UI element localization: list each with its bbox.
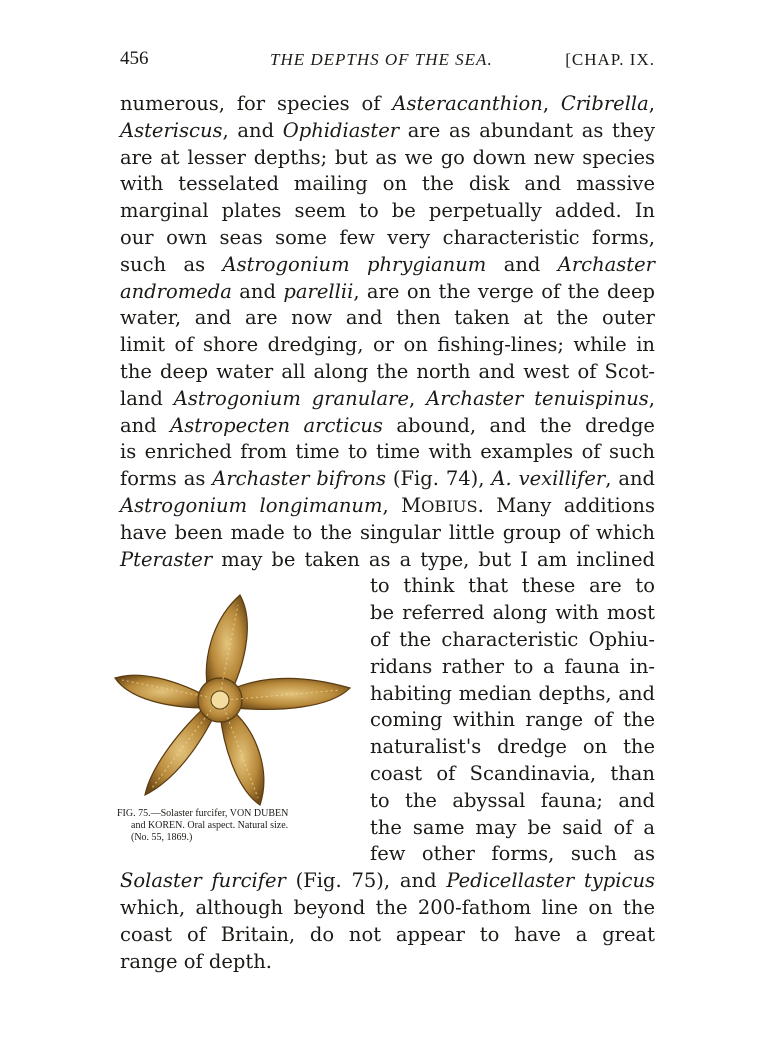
text-line: the same may be said of a	[370, 815, 655, 839]
running-header	[120, 48, 655, 74]
text-line: with tesselated mailing on the disk and massive	[120, 172, 655, 196]
caption-line: (No. 55, 1869.)	[131, 832, 193, 843]
text-line: to the abyssal fauna; and	[370, 788, 655, 812]
text-line: coast of Britain, do not appear to have a great	[120, 922, 655, 946]
text-line: the deep water all along the north and west of Scot-	[120, 360, 655, 383]
text-line: coming within range of the	[370, 708, 655, 732]
chapter-label: [CHAP. IX.	[565, 50, 655, 69]
text-line: be referred along with most	[370, 601, 655, 625]
text-line: numerous, for species of Asteracanthion, Cribrella,	[120, 92, 655, 115]
text-line: land Astrogonium granulare, Archaster tenuispinus,	[120, 386, 655, 410]
text-line: have been made to the singular little group of which	[120, 520, 655, 544]
text-line: is enriched from time to time with examples of such	[120, 440, 655, 464]
text-line: limit of shore dredging, or on fishing-lines; while in	[120, 333, 655, 357]
running-title: THE DEPTHS OF THE SEA.	[270, 50, 493, 69]
text-line: which, although beyond the 200-fathom line on the	[120, 896, 655, 919]
text-line: andromeda and parellii, are on the verge of the deep	[120, 279, 655, 303]
text-line: water, and are now and then taken at the outer	[120, 306, 655, 330]
text-line: to think that these are to	[370, 574, 655, 598]
text-line: forms as Archaster bifrons (Fig. 74), A. vexillifer, and	[120, 467, 655, 491]
text-line: of the characteristic Ophiu-	[370, 628, 655, 651]
text-line: and Astropecten arcticus abound, and the dredge	[120, 413, 655, 437]
starfish-illustration	[110, 590, 360, 810]
text-line: Astrogonium longimanum, MOBIUS. Many additions	[120, 494, 655, 517]
figure-75	[110, 590, 360, 810]
text-line: few other forms, such as	[370, 842, 655, 866]
figure-caption	[117, 808, 361, 844]
caption-line: and KOREN. Oral aspect. Natural size.	[131, 820, 289, 831]
text-line: marginal plates seem to be perpetually added. In	[120, 199, 655, 223]
text-line: Asteriscus, and Ophidiaster are as abundant as they	[120, 118, 655, 142]
text-line: coast of Scandinavia, than	[370, 762, 655, 785]
text-line: our own seas some few very characteristic forms,	[120, 226, 655, 249]
caption-line: FIG. 75.—Solaster furcifer, VON DUBEN	[117, 808, 289, 819]
text-line: range of depth.	[120, 949, 272, 973]
text-line: Solaster furcifer (Fig. 75), and Pedicellaster typicus	[120, 869, 656, 893]
text-line: Pteraster may be taken as a type, but I am inclined	[120, 547, 655, 571]
text-line: such as Astrogonium phrygianum and Archaster	[120, 252, 655, 276]
page-number: 456	[120, 48, 149, 69]
text-line: habiting median depths, and	[370, 681, 655, 705]
text-line: naturalist's dredge on the	[370, 735, 655, 759]
text-line: are at lesser depths; but as we go down new species	[120, 145, 655, 169]
text-line: ridans rather to a fauna in-	[370, 654, 655, 678]
